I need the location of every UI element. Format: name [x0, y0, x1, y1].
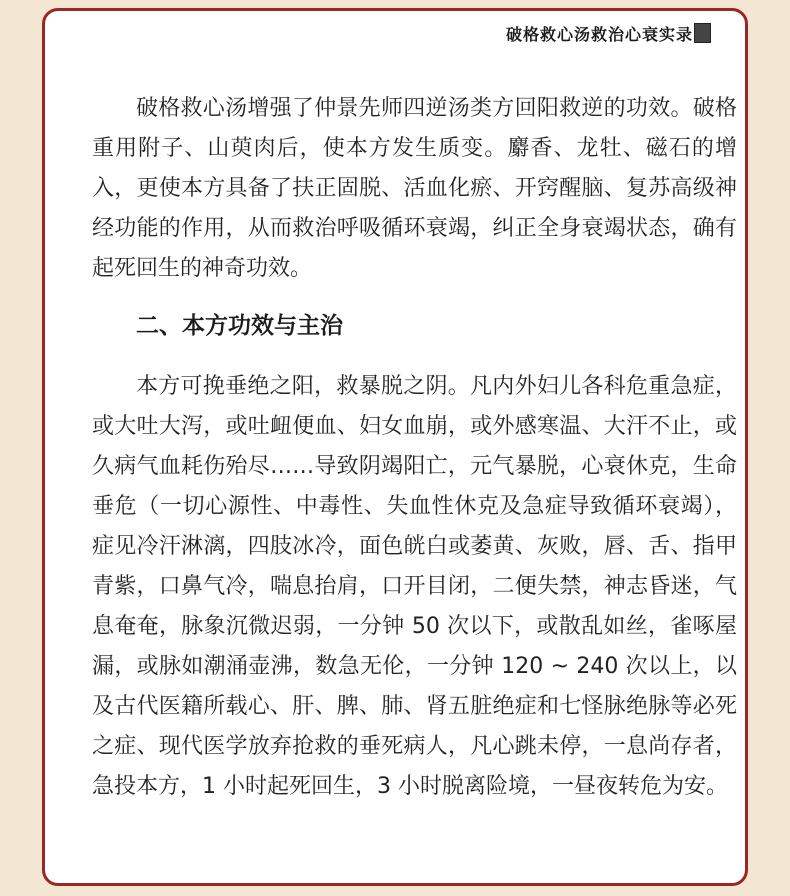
- running-head-marker: [694, 23, 711, 43]
- running-head: 破格救心汤救治心衰实录: [505, 24, 693, 44]
- page-frame: [42, 8, 748, 886]
- section-heading: 二、本方功效与主治: [136, 313, 343, 339]
- paragraph-2: 本方可挽垂绝之阳，救暴脱之阴。凡内外妇儿各科危重急症，或大吐大泻，或吐衄便血、妇女血崩，或外感寒温、大汗不止，或久病气血耗伤殆尽……导致阴竭阳亡，元气暴脱，心衰休克，生命垂危（一切心源性、中毒性、失血性休克及急症导致循环衰竭），症见冷汗淋漓，四肢冰冷，面色㿠白或萎黄、灰败，唇、舌、指甲青紫，口鼻气冷，喘息抬肩，口开目闭，二便失禁，神志昏迷，气息奄奄，脉象沉微迟弱，一分钟 50 次以下，或散乱如丝，雀啄屋漏，或脉如潮涌壶沸，数急无伦，一分钟 120 ~ 240 次以上，以及古代医籍所载心、肝、脾、肺、肾五脏绝症和七怪脉绝脉等必死之症、现代医学放弃抢救的垂死病人，凡心跳未停，一息尚存者，急投本方，1 小时起死回生，3 小时脱离险境，一昼夜转危为安。: [92, 374, 737, 799]
- paragraph-1: 破格救心汤增强了仲景先师四逆汤类方回阳救逆的功效。破格重用附子、山萸肉后，使本方发生质变。麝香、龙牡、磁石的增入，更使本方具备了扶正固脱、活血化瘀、开窍醒脑、复苏高级神经功能的作用，从而救治呼吸循环衰竭，纠正全身衰竭状态，确有起死回生的神奇功效。: [92, 96, 737, 281]
